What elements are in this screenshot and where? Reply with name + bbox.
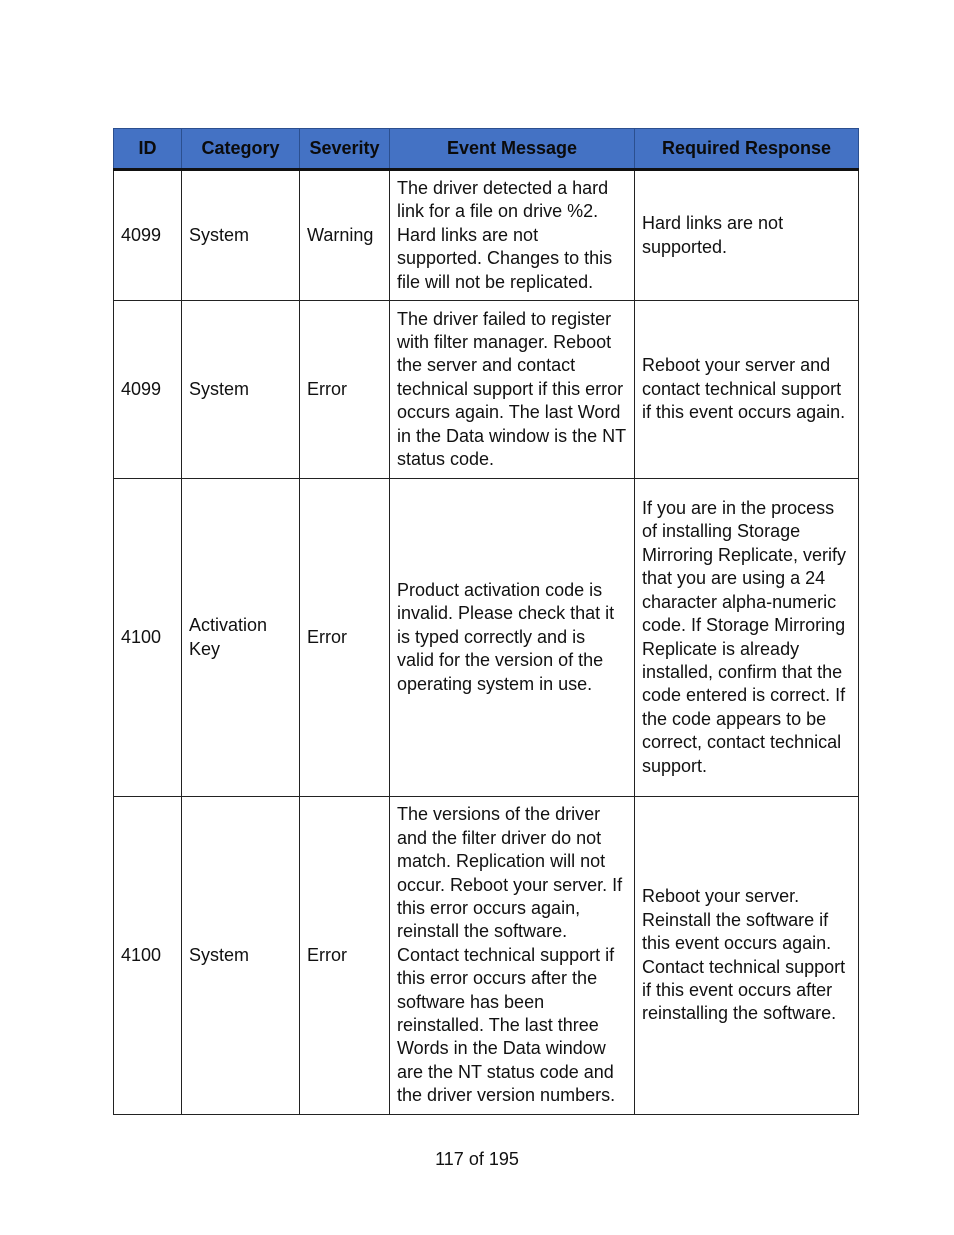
event-table-body (114, 170, 859, 1115)
cell-id: 4099 (114, 170, 182, 301)
table-row (114, 301, 859, 479)
cell-severity: Error (300, 479, 390, 797)
cell-severity: Error (300, 301, 390, 479)
event-table-header (114, 129, 859, 170)
cell-id: 4100 (114, 479, 182, 797)
cell-required-response: If you are in the process of installing Storage Mirroring Replicate, verify that you are using a 24 character alpha-numeric code. If Storage Mirroring Replicate is already installed, confirm that the code entered is correct. If the code appears to be correct, contact technical support. (635, 479, 859, 797)
cell-category: Activation Key (182, 479, 300, 797)
cell-category: System (182, 797, 300, 1115)
cell-event-message: The driver failed to register with filter manager. Reboot the server and contact technical support if this error occurs again. The last Word in the Data window is the NT status code. (390, 301, 635, 479)
header-id: ID (114, 129, 182, 170)
cell-required-response: Reboot your server. Reinstall the software if this event occurs again. Contact technical support if this event occurs after reinstalling the software. (635, 797, 859, 1115)
event-table (113, 128, 859, 1115)
header-category: Category (182, 129, 300, 170)
cell-id: 4100 (114, 797, 182, 1115)
table-row (114, 479, 859, 797)
cell-category: System (182, 301, 300, 479)
header-severity: Severity (300, 129, 390, 170)
cell-id: 4099 (114, 301, 182, 479)
cell-event-message: The versions of the driver and the filter driver do not match. Replication will not occur. Reboot your server. If this error occurs again, reinstall the software. Contact technical support if this error occurs after the software has been reinstalled. The last three Words in the Data window are the NT status code and the driver version numbers. (390, 797, 635, 1115)
cell-required-response: Hard links are not supported. (635, 170, 859, 301)
cell-severity: Error (300, 797, 390, 1115)
cell-required-response: Reboot your server and contact technical support if this event occurs again. (635, 301, 859, 479)
page-number: 117 of 195 (435, 1149, 519, 1169)
header-row (114, 129, 859, 170)
header-required-response: Required Response (635, 129, 859, 170)
cell-event-message: Product activation code is invalid. Please check that it is typed correctly and is valid for the version of the operating system in use. (390, 479, 635, 797)
cell-severity: Warning (300, 170, 390, 301)
table-row (114, 797, 859, 1115)
cell-event-message: The driver detected a hard link for a file on drive %2. Hard links are not supported. Changes to this file will not be replicated. (390, 170, 635, 301)
table-row (114, 170, 859, 301)
header-event-message: Event Message (390, 129, 635, 170)
cell-category: System (182, 170, 300, 301)
